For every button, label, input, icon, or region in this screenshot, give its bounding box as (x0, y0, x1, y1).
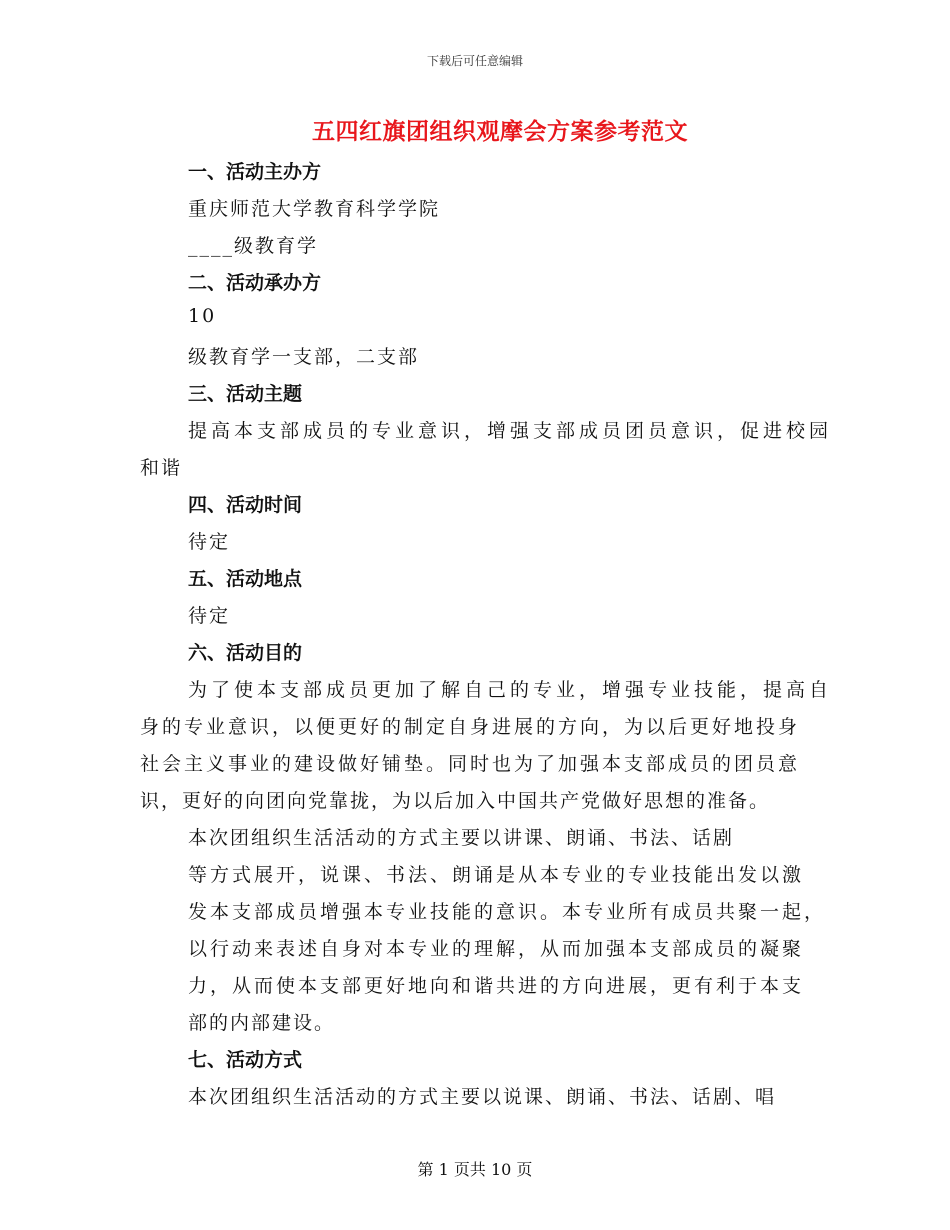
purpose-line-9: 力，从而使本支部更好地向和谐共进的方向进展，更有利于本支 (188, 975, 805, 997)
purpose-line-2: 身的专业意识，以便更好的制定自身进展的方向，为以后更好地投身 (140, 716, 801, 738)
time-value: 待定 (188, 531, 231, 553)
section-heading-location: 五、活动地点 (188, 568, 303, 590)
theme-line-2: 和谐 (140, 457, 183, 479)
purpose-line-4: 识，更好的向团向党靠拢，为以后加入中国共产党做好思想的准备。 (140, 790, 771, 812)
host-line-2: 级教育学一支部，二支部 (188, 346, 420, 368)
section-heading-purpose: 六、活动目的 (188, 642, 303, 664)
format-line-1: 本次团组织生活活动的方式主要以说课、朗诵、书法、话剧、唱 (188, 1086, 777, 1108)
purpose-line-10: 部的内部建设。 (188, 1012, 336, 1034)
document-title: 五四红旗团组织观摩会方案参考范文 (312, 118, 688, 145)
purpose-line-8: 以行动来表述自身对本专业的理解，从而加强本支部成员的凝聚 (188, 938, 805, 960)
section-heading-host: 二、活动承办方 (188, 272, 322, 294)
section-heading-time: 四、活动时间 (188, 494, 303, 516)
theme-line-1: 提高本支部成员的专业意识，增强支部成员团员意识，促进校园 (188, 420, 833, 442)
purpose-line-6: 等方式展开，说课、书法、朗诵是从本专业的专业技能出发以激 (188, 864, 805, 886)
section-heading-theme: 三、活动主题 (188, 383, 303, 405)
purpose-line-3: 社会主义事业的建设做好铺垫。同时也为了加强本支部成员的团员意 (140, 753, 801, 775)
host-line-1: 10 (188, 305, 217, 327)
purpose-line-7: 发本支部成员增强本专业技能的意识。本专业所有成员共聚一起， (188, 901, 827, 923)
page-number: 第 1 页共 10 页 (417, 1160, 533, 1179)
purpose-line-5: 本次团组织生活活动的方式主要以讲课、朗诵、书法、话剧 (188, 827, 735, 849)
organizer-line-1: 重庆师范大学教育科学学院 (188, 198, 441, 220)
section-heading-format: 七、活动方式 (188, 1049, 303, 1071)
download-note: 下载后可任意编辑 (426, 54, 523, 68)
organizer-line-2: ____级教育学 (188, 235, 319, 257)
location-value: 待定 (188, 605, 231, 627)
section-heading-organizer: 一、活动主办方 (188, 161, 322, 183)
purpose-line-1: 为了使本支部成员更加了解自己的专业，增强专业技能，提高自 (188, 679, 833, 701)
